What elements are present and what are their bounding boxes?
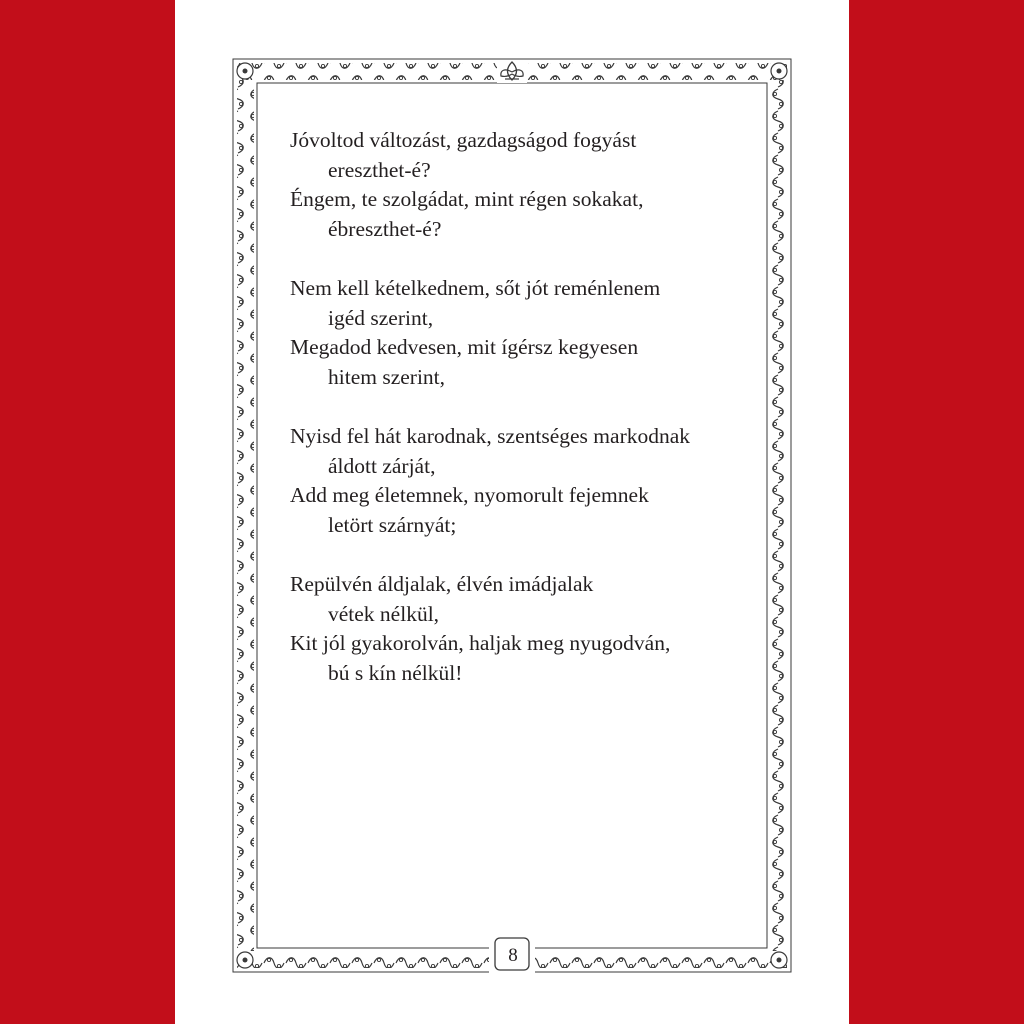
poem-line: Kit jól gyakorolván, haljak meg nyugodván, — [290, 631, 671, 656]
poem-text — [290, 126, 790, 718]
poem-line-indented: vétek nélkül, — [328, 601, 440, 626]
poem-line-indented: letört szárnyát; — [328, 512, 457, 537]
poem-line: Add meg életemnek, nyomorult fejemnek — [290, 483, 649, 508]
poem-line-indented: igéd szerint, — [328, 305, 434, 330]
poem-line-indented: áldott zárját, — [328, 453, 436, 478]
poem-line: Nem kell kételkednem, sőt jót reménlenem — [290, 275, 661, 300]
poem-line-indented: ébreszthet-é? — [328, 216, 442, 241]
fleur-de-lis-icon — [497, 60, 527, 83]
poem-line-indented: bú s kín nélkül! — [328, 660, 463, 685]
poem-line: Repülvén áldjalak, élvén imádjalak — [290, 571, 594, 596]
left-ornament-band — [237, 80, 254, 951]
stanza — [290, 126, 790, 244]
book-page — [175, 0, 849, 1024]
left-red-band — [0, 0, 175, 1024]
poem-line-indented: hitem szerint, — [328, 364, 446, 389]
poem-line-indented: ereszthet-é? — [328, 157, 431, 182]
stanza — [290, 274, 790, 392]
poem-line: Éngem, te szolgádat, mint régen sokakat, — [290, 187, 644, 212]
poem-line: Jóvoltod változást, gazdagságod fogyást — [290, 128, 637, 152]
stanza — [290, 570, 790, 688]
right-red-band — [849, 0, 1024, 1024]
stanza — [290, 422, 790, 540]
poem-line: Nyisd fel hát karodnak, szentséges markodnak — [290, 423, 691, 448]
poem-line: Megadod kedvesen, mit ígérsz kegyesen — [290, 335, 639, 360]
page-number: 8 — [508, 945, 518, 966]
